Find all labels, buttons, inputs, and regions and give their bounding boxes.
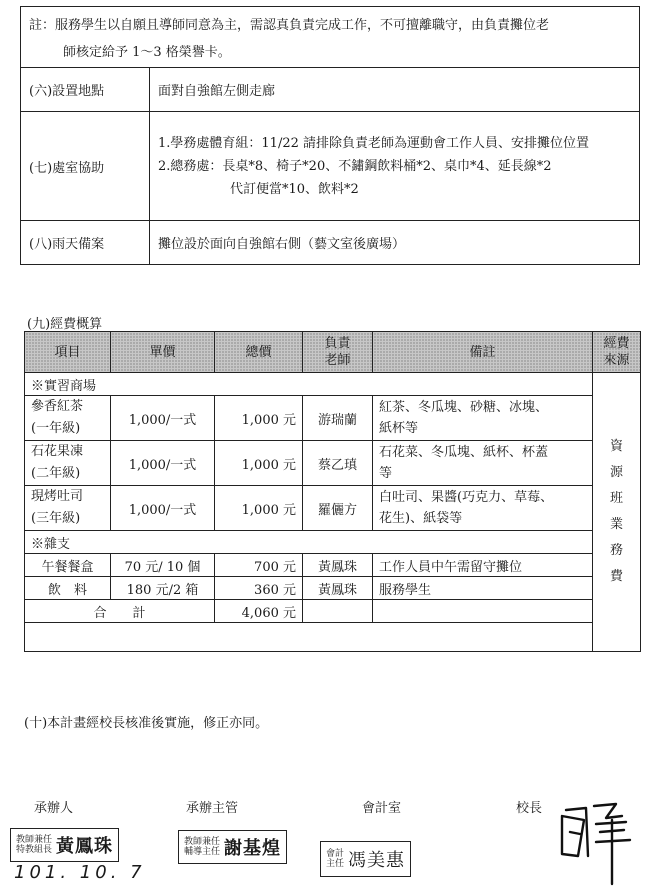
total-price: 1,000 元 (215, 441, 303, 486)
budget-table (24, 331, 641, 652)
source-char: 費 (609, 569, 623, 584)
sum-total: 4,060 元 (215, 600, 303, 623)
stamp2-title-1: 教師兼任 (184, 837, 221, 847)
group-label-store: ※實習商場 (25, 373, 593, 396)
budget-header-row (25, 332, 641, 373)
header-item: 項目 (25, 332, 111, 373)
supervisor-stamp (178, 830, 287, 864)
funding-source (593, 373, 641, 652)
remark: 石花菜、冬瓜塊、紙杯、杯蓋 等 (373, 441, 593, 486)
source-char: 業 (609, 517, 623, 532)
empty-cell (373, 600, 593, 623)
stamp2-name: 謝基煌 (224, 838, 282, 859)
header-teacher-l1: 負責 (324, 336, 351, 351)
header-source-l2: 來源 (603, 353, 630, 368)
product-name: 現烤吐司 (三年級) (25, 486, 111, 531)
accounting-stamp (320, 841, 411, 877)
stamp1-title-2: 特教組長 (16, 845, 53, 855)
organizer-stamp (10, 828, 119, 862)
total-price: 700 元 (215, 554, 303, 577)
unit-price: 1,000/一式 (111, 486, 215, 531)
rain-plan-value: 攤位設於面向自強館右側（藝文室後廣場） (150, 221, 640, 265)
stamp1-title-1: 教師兼任 (16, 835, 53, 845)
misc-name: 午餐餐盒 (25, 554, 111, 577)
teacher: 羅儷方 (303, 486, 373, 531)
header-remark: 備註 (373, 332, 593, 373)
table-row (25, 577, 641, 600)
location-value: 面對自強館左側走廊 (150, 68, 640, 112)
teacher: 游瑞蘭 (303, 396, 373, 441)
assistance-value (150, 112, 640, 221)
stamp1-name: 黃鳳珠 (56, 836, 114, 857)
remark: 白吐司、果醬(巧克力、草莓、 花生)、紙袋等 (373, 486, 593, 531)
note-cell (21, 7, 640, 68)
table-row (25, 554, 641, 577)
note-line-1: 註：服務學生以自願且導師同意為主，需認真負責完成工作，不可擅離職守，由負責攤位老 (29, 18, 550, 33)
total-price: 1,000 元 (215, 396, 303, 441)
sum-row (25, 600, 641, 623)
empty-cell (303, 600, 373, 623)
teacher: 黃鳳珠 (303, 577, 373, 600)
note-line-2: 師核定給予 1～3 格榮譽卡。 (63, 45, 231, 60)
table-row (25, 441, 641, 486)
sum-label: 合 計 (25, 600, 215, 623)
teacher: 黃鳳珠 (303, 554, 373, 577)
remark: 服務學生 (373, 577, 593, 600)
assistance-line-2: 2.總務處：長桌*8、椅子*20、不鏽鋼飲料桶*2、桌巾*4、延長線*2 (158, 158, 552, 174)
group-label-misc: ※雜支 (25, 531, 593, 554)
empty-row (25, 623, 593, 652)
unit-price: 1,000/一式 (111, 396, 215, 441)
remark: 工作人員中午需留守攤位 (373, 554, 593, 577)
source-char: 班 (609, 491, 623, 506)
header-source-l1: 經費 (603, 336, 630, 351)
principal-signature (556, 796, 640, 888)
table-row (25, 396, 641, 441)
header-teacher (303, 332, 373, 373)
product-name: 參香紅茶 (一年級) (25, 396, 111, 441)
product-name: 石花果凍 (二年級) (25, 441, 111, 486)
plan-table (20, 6, 640, 265)
source-char: 務 (609, 543, 623, 558)
handwritten-date: 101. 10. 7 (14, 862, 146, 883)
stamp2-title-2: 輔導主任 (184, 847, 221, 857)
assistance-line-1: 1.學務處體育組：11/22 請排除負責老師為運動會工作人員、安排攤位位置 (158, 135, 589, 151)
supervisor-label: 承辦主管 (186, 801, 239, 816)
unit-price: 1,000/一式 (111, 441, 215, 486)
header-teacher-l2: 老師 (324, 353, 351, 368)
closing-statement: (十)本計畫經校長核准後實施，修正亦同。 (24, 716, 269, 731)
total-price: 360 元 (215, 577, 303, 600)
remark: 紅茶、冬瓜塊、砂糖、冰塊、 紙杯等 (373, 396, 593, 441)
accounting-label: 會計室 (362, 801, 402, 816)
location-label: (六)設置地點 (21, 68, 150, 112)
stamp3-title-2: 主任 (326, 859, 345, 869)
stamp3-name: 馮美惠 (348, 850, 406, 871)
header-unit-price: 單價 (111, 332, 215, 373)
budget-section-title: (九)經費概算 (27, 317, 103, 332)
misc-name: 飲 料 (25, 577, 111, 600)
organizer-label: 承辦人 (34, 801, 74, 816)
rain-plan-label: (八)雨天備案 (21, 221, 150, 265)
header-total: 總價 (215, 332, 303, 373)
principal-label: 校長 (516, 801, 543, 816)
assistance-line-3: 代訂便當*10、飲料*2 (230, 181, 359, 197)
assistance-label: (七)處室協助 (21, 112, 150, 221)
stamp3-title-1: 會計 (326, 849, 345, 859)
header-source (593, 332, 641, 373)
source-char: 源 (609, 465, 623, 480)
table-row (25, 486, 641, 531)
source-char: 資 (609, 439, 623, 454)
unit-price: 70 元/ 10 個 (111, 554, 215, 577)
total-price: 1,000 元 (215, 486, 303, 531)
unit-price: 180 元/2 箱 (111, 577, 215, 600)
teacher: 蔡乙瑱 (303, 441, 373, 486)
